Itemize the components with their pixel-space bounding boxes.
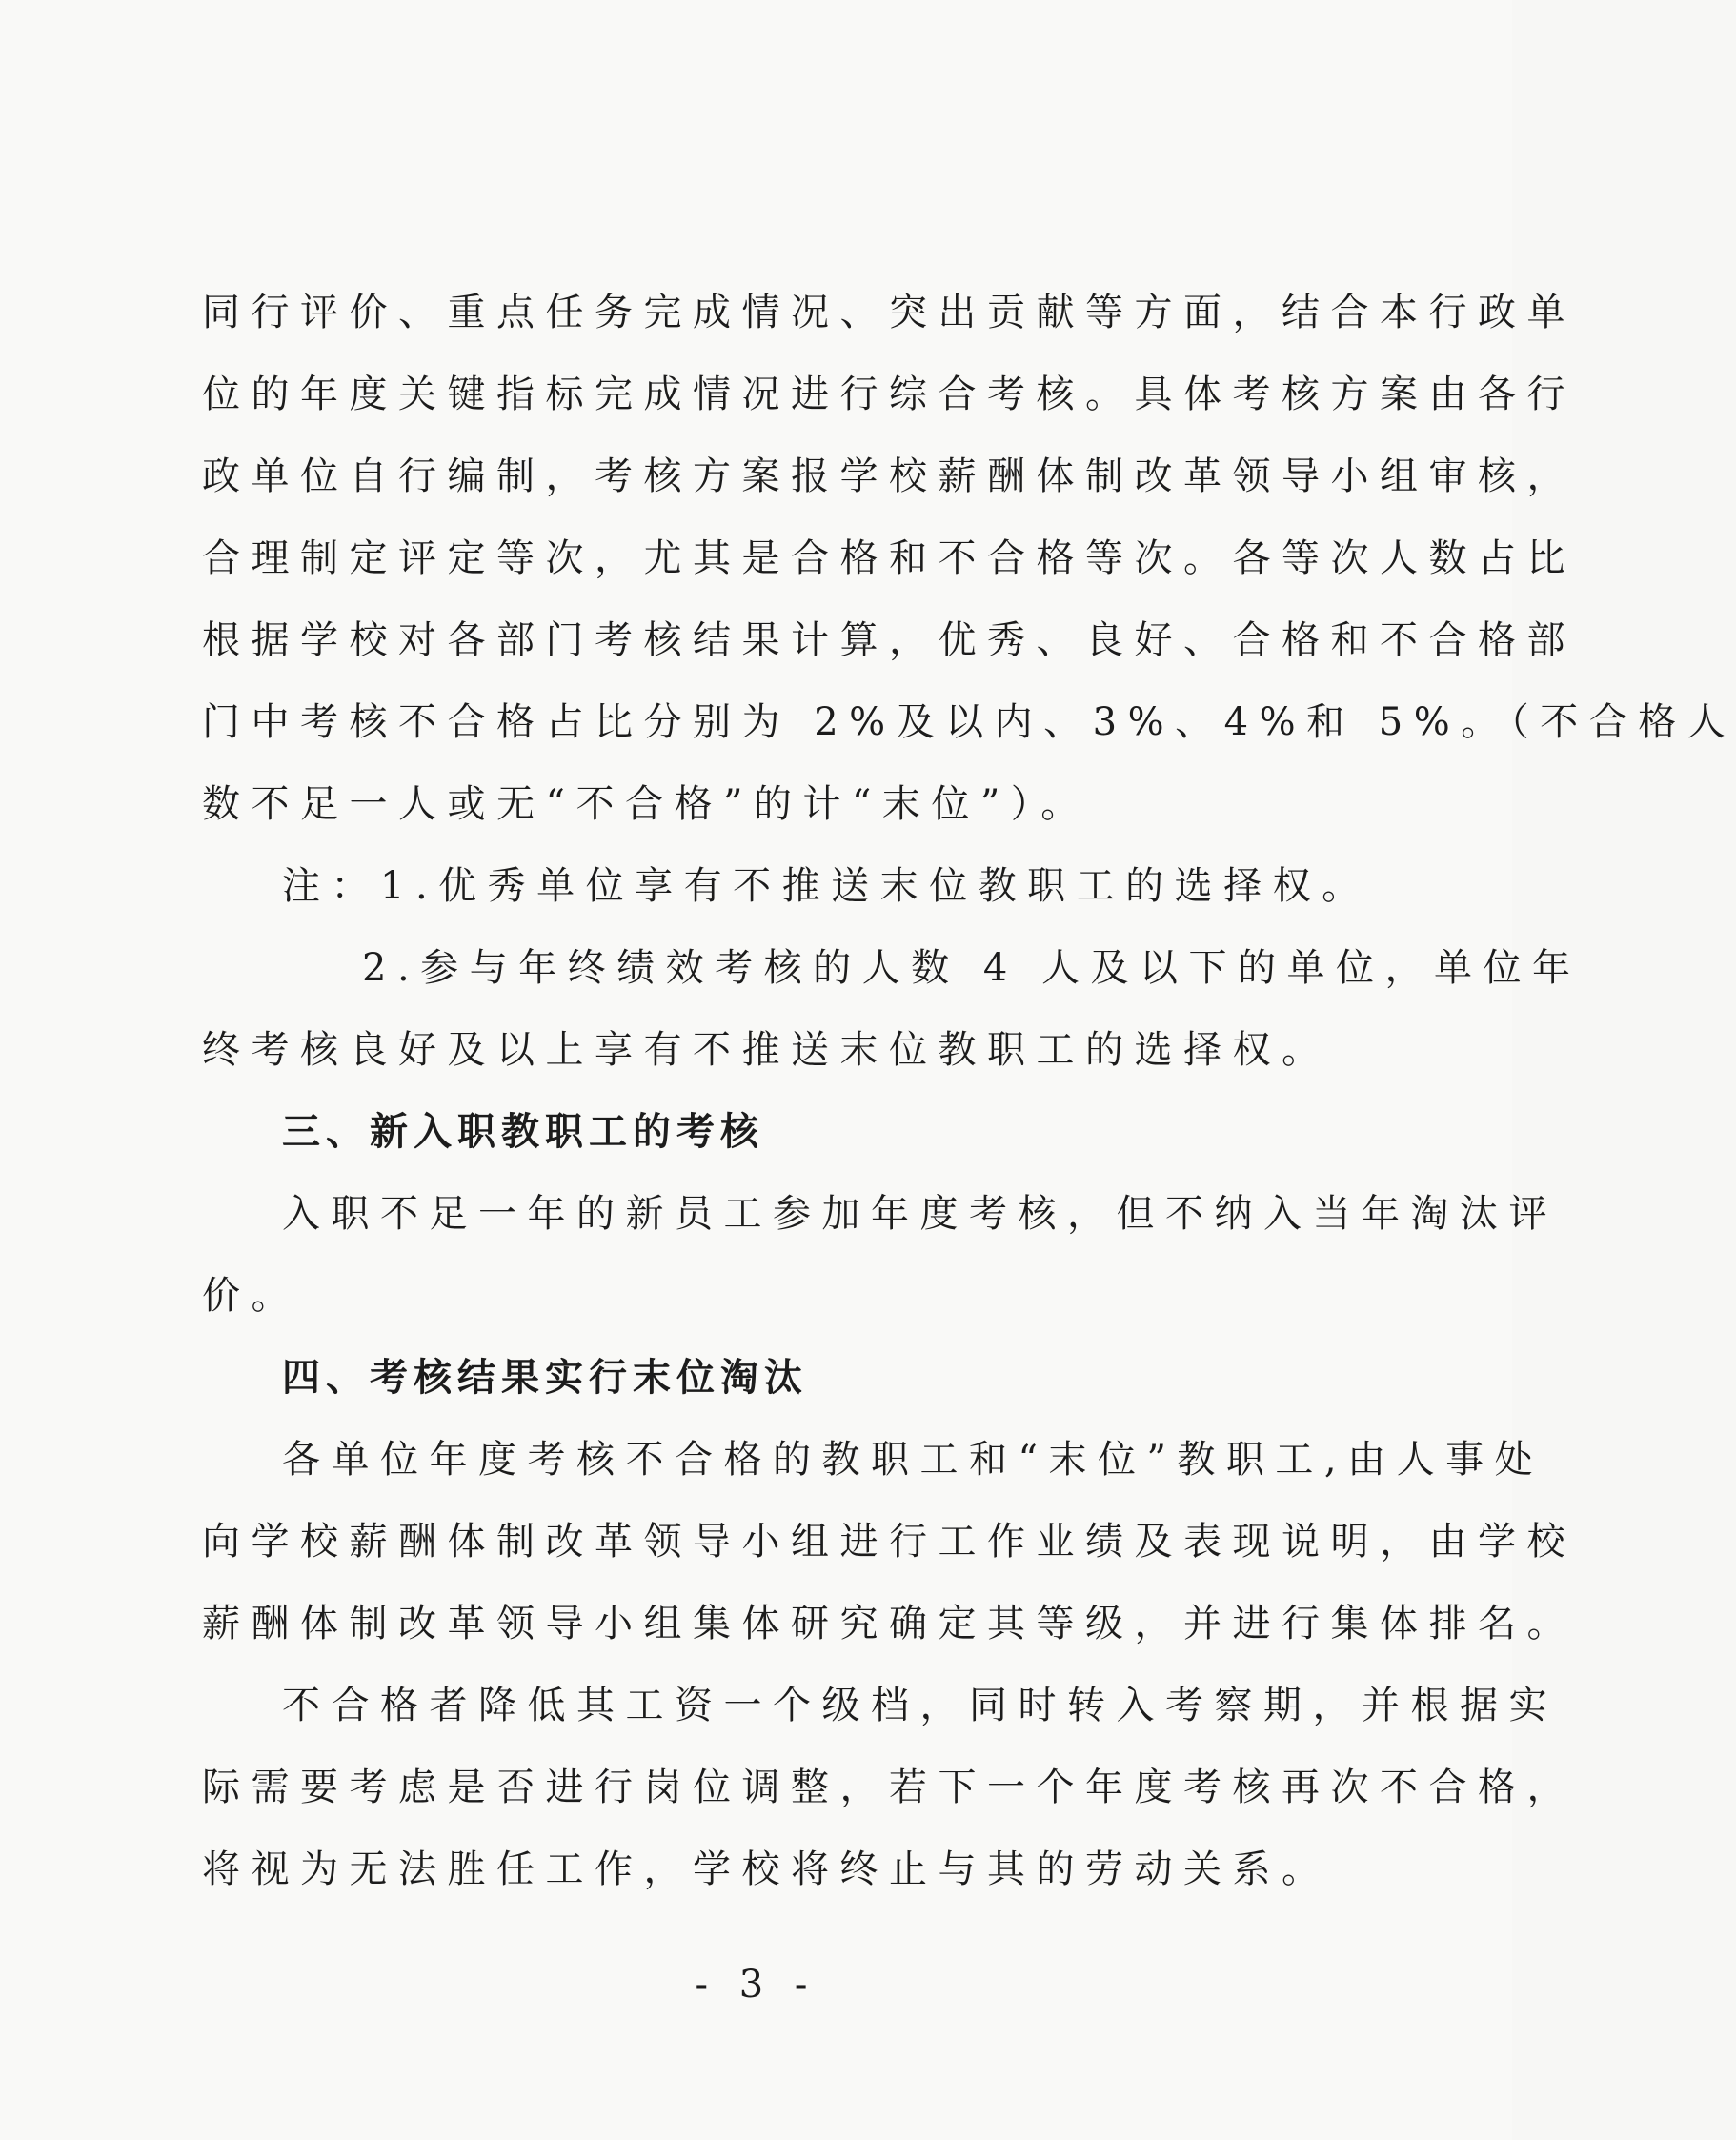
body-line: 根据学校对各部门考核结果计算，优秀、良好、合格和不合格部 [202, 618, 1576, 662]
body-line: 合理制定评定等次，尤其是合格和不合格等次。各等次人数占比 [202, 536, 1576, 580]
body-line: 各单位年度考核不合格的教职工和“末位”教职工,由人事处 [282, 1438, 1544, 1482]
body-line: 位的年度关键指标完成情况进行综合考核。具体考核方案由各行 [202, 373, 1576, 416]
body-line: 门中考核不合格占比分别为 2%及以内、3%、4%和 5%。（不合格人 [202, 700, 1736, 744]
body-line: 数不足一人或无“不合格”的计“末位”）。 [202, 782, 1090, 826]
body-line: 政单位自行编制，考核方案报学校薪酬体制改革领导小组审核， [202, 454, 1576, 498]
document-body [202, 272, 1736, 1910]
body-line: 际需要考虑是否进行岗位调整，若下一个年度考核再次不合格， [202, 1766, 1576, 1809]
note-line: 注：1.优秀单位享有不推送末位教职工的选择权。 [282, 864, 1371, 908]
body-line: 薪酬体制改革领导小组集体研究确定其等级，并进行集体排名。 [202, 1602, 1576, 1645]
note-line: 终考核良好及以上享有不推送末位教职工的选择权。 [202, 1028, 1331, 1072]
body-line: 不合格者降低其工资一个级档，同时转入考察期，并根据实 [282, 1684, 1558, 1727]
body-line: 将视为无法胜任工作，学校将终止与其的劳动关系。 [202, 1847, 1331, 1891]
body-line: 价。 [202, 1274, 300, 1318]
body-line: 向学校薪酬体制改革领导小组进行工作业绩及表现说明，由学校 [202, 1520, 1576, 1564]
page-number: - 3 - [695, 1963, 818, 2007]
body-line: 入职不足一年的新员工参加年度考核，但不纳入当年淘汰评 [282, 1192, 1558, 1236]
section-heading: 三、新入职教职工的考核 [282, 1110, 764, 1154]
note-line: 2.参与年终绩效考核的人数 4 人及以下的单位，单位年 [362, 946, 1582, 990]
section-heading: 四、考核结果实行末位淘汰 [282, 1356, 808, 1400]
body-line: 同行评价、重点任务完成情况、突出贡献等方面，结合本行政单 [202, 291, 1576, 334]
